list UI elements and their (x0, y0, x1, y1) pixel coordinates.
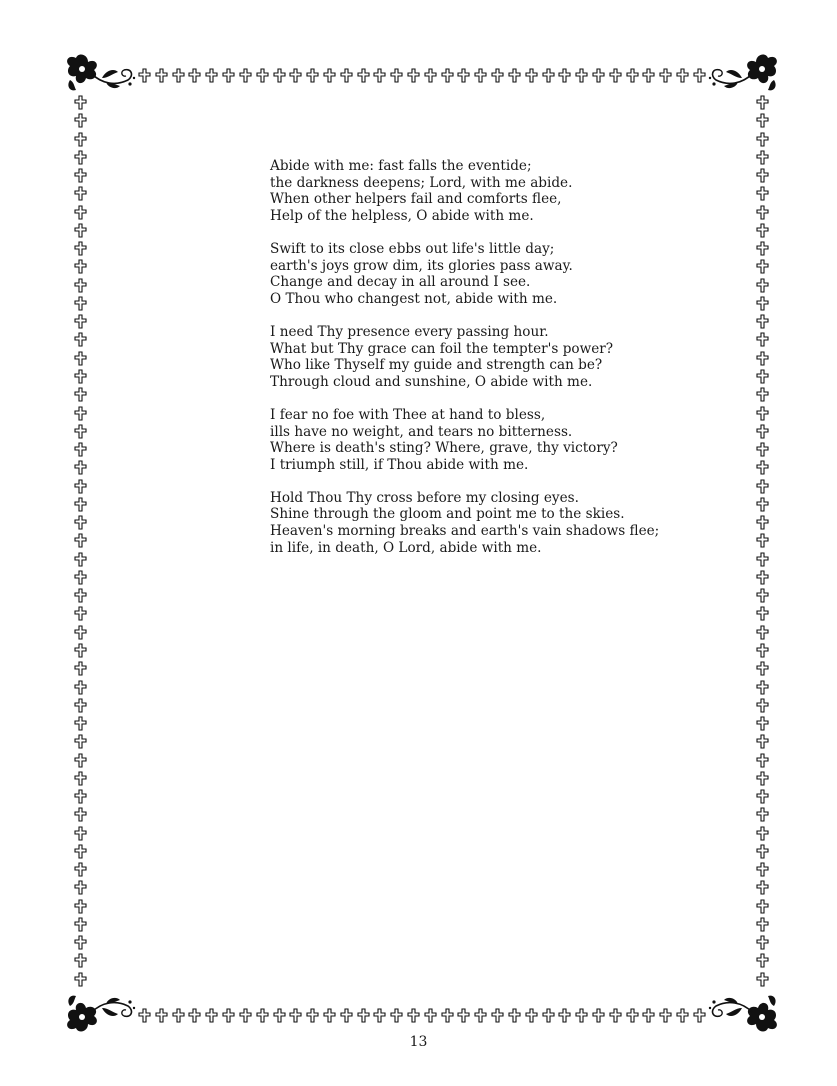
cross-outline-icon (74, 625, 87, 640)
cross-outline-icon (74, 424, 87, 439)
poem-line: Change and decay in all around I see. (270, 274, 531, 291)
poem-line: I fear no foe with Thee at hand to bless, (270, 406, 546, 423)
cross-outline-icon (474, 1008, 487, 1023)
cross-outline-icon (756, 132, 769, 147)
floral-corner-icon (62, 990, 138, 1036)
cross-outline-icon (659, 68, 672, 83)
cross-outline-icon (74, 351, 87, 366)
cross-outline-icon (756, 972, 769, 987)
cross-outline-icon (676, 1008, 689, 1023)
cross-outline-icon (756, 625, 769, 640)
cross-outline-icon (693, 68, 706, 83)
cross-outline-icon (756, 406, 769, 421)
cross-outline-icon (357, 68, 370, 83)
cross-outline-icon (74, 132, 87, 147)
poem-line: Abide with me: fast falls the eventide; (270, 158, 532, 174)
cross-outline-icon (457, 1008, 470, 1023)
cross-outline-icon (323, 68, 336, 83)
cross-outline-icon (756, 570, 769, 585)
poem-line: Swift to its close ebbs out life's little day; (270, 240, 555, 257)
cross-outline-icon (239, 1008, 252, 1023)
cross-outline-icon (74, 661, 87, 676)
cross-outline-icon (491, 68, 504, 83)
cross-outline-icon (74, 826, 87, 841)
cross-outline-icon (273, 68, 286, 83)
cross-outline-icon (273, 1008, 286, 1023)
cross-outline-icon (74, 296, 87, 311)
cross-outline-icon (756, 479, 769, 494)
cross-outline-icon (756, 734, 769, 749)
cross-outline-icon (390, 68, 403, 83)
cross-outline-icon (138, 1008, 151, 1023)
cross-outline-icon (407, 68, 420, 83)
cross-outline-icon (74, 789, 87, 804)
cross-outline-icon (609, 1008, 622, 1023)
cross-outline-icon (74, 753, 87, 768)
cross-outline-icon (74, 917, 87, 932)
cross-outline-icon (74, 606, 87, 621)
stanza-4 (270, 407, 710, 473)
poem-line: ills have no weight, and tears no bitterness. (270, 423, 573, 440)
cross-outline-icon (756, 442, 769, 457)
stanza-1 (270, 158, 710, 224)
cross-outline-icon (74, 680, 87, 695)
left-cross-border (72, 95, 88, 987)
cross-outline-icon (756, 351, 769, 366)
cross-outline-icon (74, 880, 87, 895)
poem-line: in life, in death, O Lord, abide with me. (270, 539, 542, 556)
cross-outline-icon (756, 205, 769, 220)
cross-outline-icon (756, 515, 769, 530)
cross-outline-icon (74, 899, 87, 914)
cross-outline-icon (306, 1008, 319, 1023)
right-cross-border (754, 95, 770, 987)
cross-outline-icon (642, 68, 655, 83)
cross-outline-icon (756, 168, 769, 183)
cross-outline-icon (289, 1008, 302, 1023)
cross-outline-icon (74, 278, 87, 293)
cross-outline-icon (172, 1008, 185, 1023)
cross-outline-icon (756, 789, 769, 804)
poem-line: Shine through the gloom and point me to the skies. (270, 506, 625, 523)
cross-outline-icon (256, 68, 269, 83)
cross-outline-icon (74, 387, 87, 402)
poem-line: What but Thy grace can foil the tempter's power? (270, 340, 614, 357)
cross-outline-icon (74, 844, 87, 859)
cross-outline-icon (74, 515, 87, 530)
cross-outline-icon (542, 68, 555, 83)
cross-outline-icon (222, 68, 235, 83)
stanza-5 (270, 490, 710, 556)
cross-outline-icon (542, 1008, 555, 1023)
cross-outline-icon (340, 1008, 353, 1023)
floral-corner-icon (62, 50, 138, 96)
cross-outline-icon (693, 1008, 706, 1023)
cross-outline-icon (756, 533, 769, 548)
cross-outline-icon (756, 953, 769, 968)
cross-outline-icon (74, 314, 87, 329)
cross-outline-icon (756, 150, 769, 165)
cross-outline-icon (256, 1008, 269, 1023)
cross-outline-icon (74, 972, 87, 987)
cross-outline-icon (756, 698, 769, 713)
cross-outline-icon (756, 880, 769, 895)
cross-outline-icon (74, 533, 87, 548)
cross-outline-icon (74, 552, 87, 567)
poem-text (270, 158, 710, 573)
cross-outline-icon (74, 807, 87, 822)
cross-outline-icon (74, 113, 87, 128)
cross-outline-icon (756, 844, 769, 859)
cross-outline-icon (74, 479, 87, 494)
cross-outline-icon (323, 1008, 336, 1023)
cross-outline-icon (407, 1008, 420, 1023)
cross-outline-icon (558, 1008, 571, 1023)
cross-outline-icon (609, 68, 622, 83)
cross-outline-icon (172, 68, 185, 83)
cross-outline-icon (592, 1008, 605, 1023)
cross-outline-icon (756, 680, 769, 695)
cross-outline-icon (74, 205, 87, 220)
cross-outline-icon (642, 1008, 655, 1023)
cross-outline-icon (491, 1008, 504, 1023)
poem-line: I triumph still, if Thou abide with me. (270, 456, 529, 473)
cross-outline-icon (373, 68, 386, 83)
cross-outline-icon (575, 1008, 588, 1023)
cross-outline-icon (357, 1008, 370, 1023)
floral-corner-icon (706, 50, 782, 96)
cross-outline-icon (756, 223, 769, 238)
cross-outline-icon (74, 771, 87, 786)
cross-outline-icon (756, 259, 769, 274)
cross-outline-icon (756, 807, 769, 822)
cross-outline-icon (756, 643, 769, 658)
poem-line: the darkness deepens; Lord, with me abide. (270, 174, 573, 191)
poem-line: Where is death's sting? Where, grave, thy victory? (270, 440, 618, 457)
cross-outline-icon (306, 68, 319, 83)
cross-outline-icon (74, 460, 87, 475)
cross-outline-icon (525, 68, 538, 83)
cross-outline-icon (756, 917, 769, 932)
cross-outline-icon (74, 643, 87, 658)
top-cross-border (138, 65, 706, 85)
cross-outline-icon (74, 406, 87, 421)
cross-outline-icon (340, 68, 353, 83)
cross-outline-icon (441, 68, 454, 83)
cross-outline-icon (474, 68, 487, 83)
poem-line: Who like Thyself my guide and strength can be? (270, 357, 603, 374)
cross-outline-icon (756, 387, 769, 402)
cross-outline-icon (756, 771, 769, 786)
poem-line: Help of the helpless, O abide with me. (270, 207, 534, 224)
cross-outline-icon (756, 314, 769, 329)
cross-outline-icon (756, 278, 769, 293)
cross-outline-icon (74, 186, 87, 201)
cross-outline-icon (756, 606, 769, 621)
stanza-3 (270, 324, 710, 390)
cross-outline-icon (525, 1008, 538, 1023)
cross-outline-icon (390, 1008, 403, 1023)
cross-outline-icon (424, 1008, 437, 1023)
cross-outline-icon (74, 168, 87, 183)
cross-outline-icon (74, 223, 87, 238)
cross-outline-icon (756, 424, 769, 439)
poem-line: O Thou who changest not, abide with me. (270, 290, 558, 307)
cross-outline-icon (289, 68, 302, 83)
cross-outline-icon (756, 332, 769, 347)
poem-line: earth's joys grow dim, its glories pass away. (270, 257, 573, 274)
cross-outline-icon (756, 241, 769, 256)
cross-outline-icon (756, 661, 769, 676)
cross-outline-icon (74, 241, 87, 256)
cross-outline-icon (74, 935, 87, 950)
page-number: 13 (409, 1034, 428, 1050)
cross-outline-icon (373, 1008, 386, 1023)
cross-outline-icon (188, 68, 201, 83)
cross-outline-icon (424, 68, 437, 83)
cross-outline-icon (508, 1008, 521, 1023)
cross-outline-icon (74, 95, 87, 110)
cross-outline-icon (138, 68, 151, 83)
cross-outline-icon (74, 570, 87, 585)
cross-outline-icon (756, 95, 769, 110)
poem-line: When other helpers fail and comforts flee, (270, 191, 562, 208)
cross-outline-icon (222, 1008, 235, 1023)
cross-outline-icon (592, 68, 605, 83)
cross-outline-icon (74, 953, 87, 968)
cross-outline-icon (756, 899, 769, 914)
cross-outline-icon (676, 68, 689, 83)
cross-outline-icon (239, 68, 252, 83)
cross-outline-icon (74, 588, 87, 603)
cross-outline-icon (188, 1008, 201, 1023)
cross-outline-icon (626, 68, 639, 83)
cross-outline-icon (756, 862, 769, 877)
cross-outline-icon (74, 369, 87, 384)
stanza-2 (270, 241, 710, 307)
cross-outline-icon (756, 552, 769, 567)
bottom-cross-border (138, 1005, 706, 1025)
cross-outline-icon (74, 716, 87, 731)
cross-outline-icon (74, 734, 87, 749)
cross-outline-icon (508, 68, 521, 83)
cross-outline-icon (756, 186, 769, 201)
cross-outline-icon (155, 68, 168, 83)
cross-outline-icon (441, 1008, 454, 1023)
cross-outline-icon (756, 753, 769, 768)
cross-outline-icon (756, 716, 769, 731)
cross-outline-icon (756, 497, 769, 512)
cross-outline-icon (457, 68, 470, 83)
cross-outline-icon (756, 113, 769, 128)
poem-line: Heaven's morning breaks and earth's vain shadows flee; (270, 523, 660, 540)
cross-outline-icon (756, 588, 769, 603)
cross-outline-icon (74, 698, 87, 713)
cross-outline-icon (575, 68, 588, 83)
cross-outline-icon (205, 68, 218, 83)
cross-outline-icon (756, 460, 769, 475)
poem-line: I need Thy presence every passing hour. (270, 323, 549, 340)
cross-outline-icon (659, 1008, 672, 1023)
cross-outline-icon (756, 296, 769, 311)
cross-outline-icon (756, 826, 769, 841)
cross-outline-icon (74, 497, 87, 512)
cross-outline-icon (756, 935, 769, 950)
cross-outline-icon (626, 1008, 639, 1023)
cross-outline-icon (756, 369, 769, 384)
cross-outline-icon (558, 68, 571, 83)
cross-outline-icon (74, 862, 87, 877)
poem-line: Through cloud and sunshine, O abide with me. (270, 373, 593, 390)
cross-outline-icon (74, 259, 87, 274)
poem-line: Hold Thou Thy cross before my closing eyes. (270, 489, 579, 506)
cross-outline-icon (74, 442, 87, 457)
floral-corner-icon (706, 990, 782, 1036)
cross-outline-icon (74, 150, 87, 165)
cross-outline-icon (205, 1008, 218, 1023)
cross-outline-icon (155, 1008, 168, 1023)
cross-outline-icon (74, 332, 87, 347)
